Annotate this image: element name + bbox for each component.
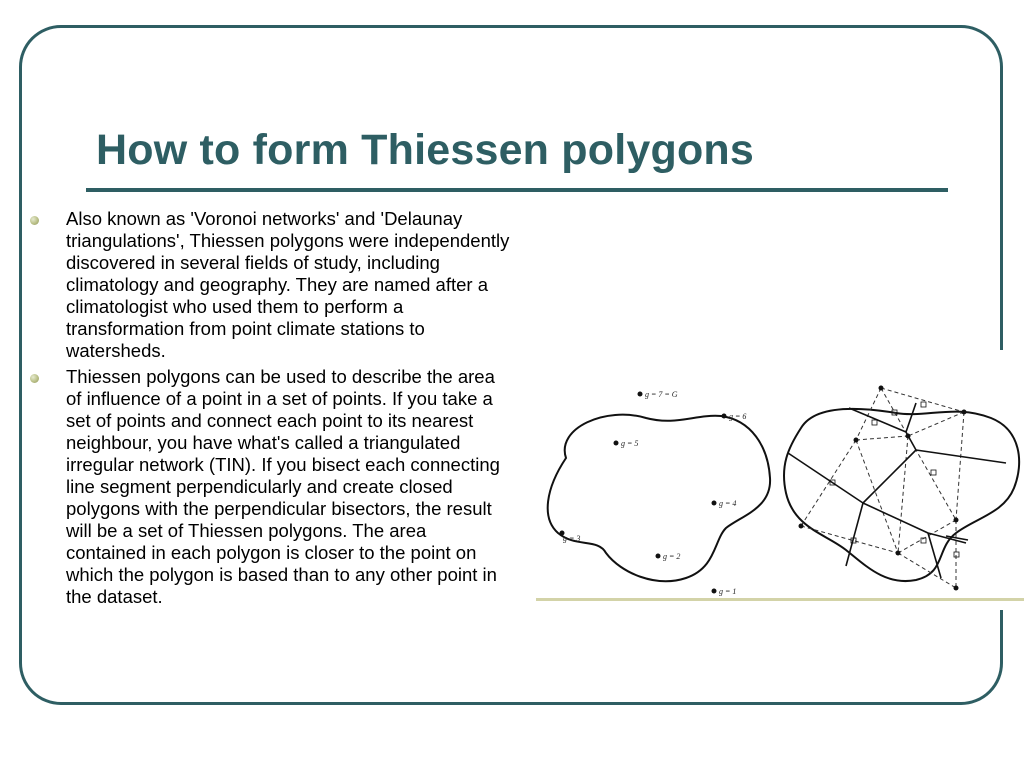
- gauge-point: [722, 414, 727, 419]
- gauge-point: [656, 554, 661, 559]
- gauge-point: [712, 501, 717, 506]
- bullet-text: Thiessen polygons can be used to describe the area of influence of a point in a set of points. If you take a set of points and connect each point to its nearest neighbour, you have what's called a triangulated irregular network (TIN). If you bisect each connecting line segment perpendicularly and create closed polygons with the perpendicular bisectors, the result will be a set of Thiessen polygons. The area contained in each polygon is closer to the point on which the polygon is based than to any other point in the dataset.: [66, 366, 500, 607]
- gauge-label: g = 6: [729, 412, 747, 421]
- gauge-label: g = 4: [719, 499, 737, 508]
- slide-title: How to form Thiessen polygons: [96, 126, 755, 174]
- bullet-item: [30, 208, 510, 362]
- gauge-label: g = 2: [663, 552, 681, 561]
- title-underline: [86, 188, 948, 192]
- gauge-point: [638, 392, 643, 397]
- gauge-point: [614, 441, 619, 446]
- bullet-item: [30, 366, 510, 608]
- thiessen-polygon-diagram: [536, 368, 1024, 602]
- bullet-dot-icon: [30, 216, 39, 225]
- gauge-label: g = 1: [719, 587, 737, 596]
- diagram-baseline: [536, 598, 1024, 601]
- bullet-list: [30, 208, 510, 612]
- bullet-dot-icon: [30, 374, 39, 383]
- gauge-label: g = 7 = G: [645, 390, 678, 399]
- gauge-label: g = 3: [563, 534, 581, 543]
- gauge-point: [712, 589, 717, 594]
- bullet-text: Also known as 'Voronoi networks' and 'Delaunay triangulations', Thiessen polygons were independently discovered in several fields of study, including climatology and geography. They are named after a climatologist who used them to perform a transformation from point climate stations to watersheds.: [66, 208, 510, 361]
- gauge-label: g = 5: [621, 439, 639, 448]
